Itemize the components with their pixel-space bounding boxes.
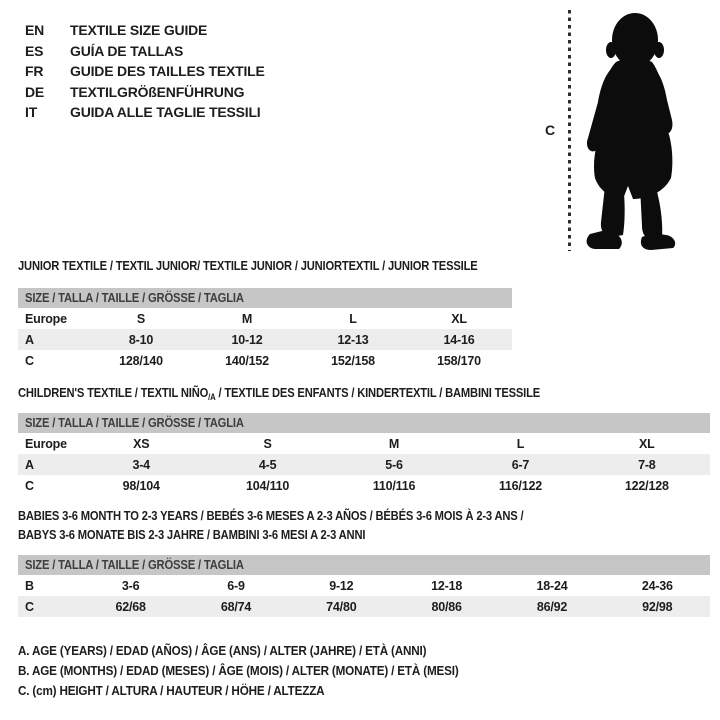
children-table-title-text xyxy=(18,385,540,405)
footnote-c: C. (cm) HEIGHT / ALTURA / HAUTEUR / HÖHE / ALTEZZA xyxy=(18,683,325,698)
height-cell: 128/140 xyxy=(119,353,163,368)
language-code: ES xyxy=(25,42,44,59)
height-cell: 74/80 xyxy=(326,599,357,614)
months-cell: 9-12 xyxy=(329,578,354,593)
height-marker-label: C xyxy=(545,122,556,138)
language-label: TEXTILE SIZE GUIDE xyxy=(70,22,208,39)
language-code: FR xyxy=(25,63,44,80)
height-cell: 62/68 xyxy=(115,599,146,614)
language-list xyxy=(25,20,265,123)
months-cell: 18-24 xyxy=(536,578,568,593)
size-cell: S xyxy=(263,436,272,451)
table-header-bar xyxy=(18,555,710,575)
footnote-b: B. AGE (MONTHS) / EDAD (MESES) / ÂGE (MOIS) / ALTER (MONATE) / ETÀ (MESI) xyxy=(18,663,459,678)
height-cell: 104/110 xyxy=(246,478,290,493)
footnote-a: A. AGE (YEARS) / EDAD (AÑOS) / ÂGE (ANS) / ALTER (JAHRE) / ETÀ (ANNI) xyxy=(18,643,427,658)
language-label: TEXTILGRÖßENFÜHRUNG xyxy=(70,83,245,100)
language-row-en xyxy=(25,20,265,41)
age-cell: 14-16 xyxy=(443,332,475,347)
babies-title-line-2: BABYS 3-6 MONATE BIS 2-3 JAHRE / BAMBINI 3-6 MESI A 2-3 ANNI xyxy=(18,526,366,542)
size-cell: M xyxy=(388,436,400,451)
table-row xyxy=(18,433,710,454)
row-label: B xyxy=(25,578,34,593)
height-cell: 140/152 xyxy=(225,353,269,368)
table-header-label: SIZE / TALLA / TAILLE / GRÖSSE / TAGLIA xyxy=(25,416,244,430)
months-cell: 12-18 xyxy=(431,578,463,593)
language-label: GUIDE DES TAILLES TEXTILE xyxy=(70,63,265,80)
language-row-it xyxy=(25,102,265,123)
months-cell: 3-6 xyxy=(121,578,140,593)
junior-table-title xyxy=(18,258,552,274)
size-cell: L xyxy=(516,436,525,451)
table-header-label: SIZE / TALLA / TAILLE / GRÖSSE / TAGLIA xyxy=(25,291,244,305)
age-cell: 7-8 xyxy=(638,457,656,472)
height-cell: 86/92 xyxy=(536,599,568,614)
language-row-es xyxy=(25,41,265,62)
toddler-silhouette-icon xyxy=(578,10,690,250)
row-label: C xyxy=(25,478,34,493)
months-cell: 24-36 xyxy=(641,578,673,593)
size-cell: XL xyxy=(639,436,655,451)
row-label: C xyxy=(25,599,34,614)
footnotes xyxy=(18,641,508,701)
babies-title-line-1: BABIES 3-6 MONTH TO 2-3 YEARS / BEBÉS 3-6 MESES A 2-3 AÑOS / BÉBÉS 3-6 MOIS À 2-3 ANS / xyxy=(18,508,524,523)
junior-table-title-text: JUNIOR TEXTILE / TEXTIL JUNIOR/ TEXTILE JUNIOR / JUNIORTEXTIL / JUNIOR TESSILE xyxy=(18,258,478,273)
size-cell: M xyxy=(241,311,253,326)
height-cell: 110/116 xyxy=(372,478,416,493)
height-cell: 80/86 xyxy=(431,599,462,614)
height-cell: 92/98 xyxy=(642,599,673,614)
language-label: GUÍA DE TALLAS xyxy=(70,42,184,59)
age-cell: 8-10 xyxy=(128,332,154,347)
junior-size-table xyxy=(18,288,512,371)
babies-size-table xyxy=(18,555,710,617)
table-row xyxy=(18,308,512,329)
row-label: Europe xyxy=(25,311,67,326)
size-cell: XS xyxy=(133,436,150,451)
language-code: EN xyxy=(25,22,45,39)
age-cell: 4-5 xyxy=(258,457,277,472)
height-cell: 158/170 xyxy=(437,353,481,368)
language-code: DE xyxy=(25,83,45,100)
language-code: IT xyxy=(25,104,38,121)
row-label: C xyxy=(25,353,34,368)
table-header-bar xyxy=(18,288,512,308)
table-row xyxy=(18,454,710,475)
age-cell: 5-6 xyxy=(385,457,403,472)
age-cell: 3-4 xyxy=(132,457,150,472)
table-row xyxy=(18,475,710,496)
row-label: A xyxy=(25,457,34,472)
months-cell: 6-9 xyxy=(227,578,245,593)
age-cell: 12-13 xyxy=(337,332,369,347)
children-size-table xyxy=(18,413,710,496)
height-cell: 116/122 xyxy=(498,478,542,493)
table-row xyxy=(18,575,710,596)
table-row xyxy=(18,596,710,617)
table-row xyxy=(18,329,512,350)
language-row-fr xyxy=(25,61,265,82)
language-row-de xyxy=(25,82,265,103)
babies-table-title xyxy=(18,507,606,544)
size-cell: XL xyxy=(451,311,467,326)
row-label: A xyxy=(25,332,34,347)
size-cell: S xyxy=(136,311,146,326)
height-cell: 68/74 xyxy=(220,599,252,614)
title-part: CHILDREN'S TEXTILE / TEXTIL NIÑO xyxy=(18,385,209,400)
row-label: Europe xyxy=(25,436,67,451)
height-cell: 98/104 xyxy=(122,478,160,493)
table-header-bar xyxy=(18,413,710,433)
age-cell: 10-12 xyxy=(231,332,263,347)
language-label: GUIDA ALLE TAGLIE TESSILI xyxy=(70,104,261,121)
age-cell: 6-7 xyxy=(511,457,530,472)
height-dotted-line xyxy=(568,10,571,251)
height-cell: 152/158 xyxy=(331,353,375,368)
title-part: / TEXTILE DES ENFANTS / KINDERTEXTIL / BAMBINI TESSILE xyxy=(215,385,541,400)
table-header-label: SIZE / TALLA / TAILLE / GRÖSSE / TAGLIA xyxy=(25,558,244,572)
children-table-title xyxy=(18,385,625,405)
size-cell: L xyxy=(349,311,357,326)
height-cell: 122/128 xyxy=(624,478,669,493)
table-row xyxy=(18,350,512,371)
title-subscript: /A xyxy=(208,392,216,402)
